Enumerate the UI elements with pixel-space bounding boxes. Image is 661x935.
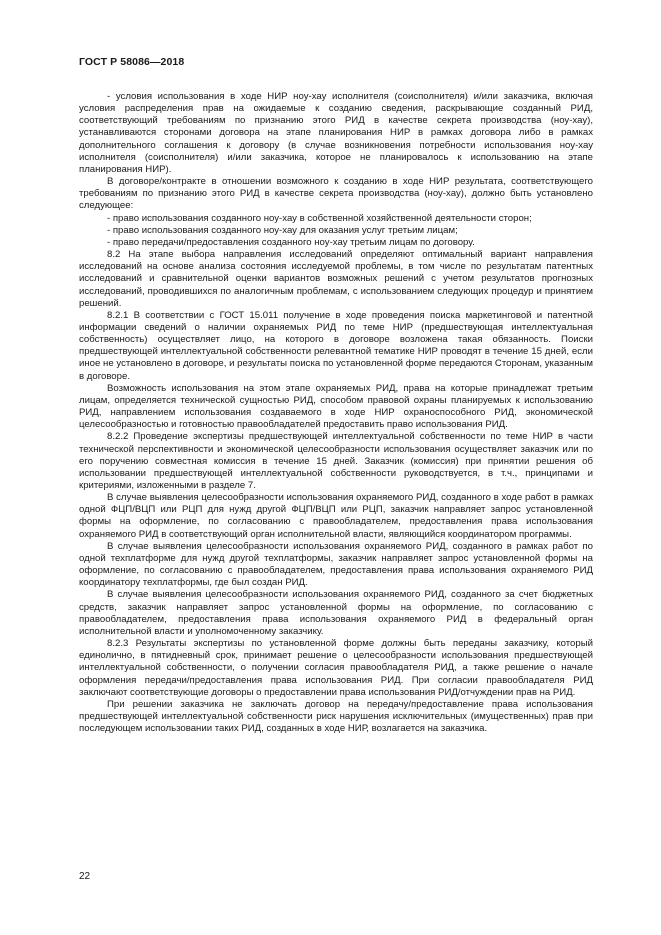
paragraph: В случае выявления целесообразности использования охраняемого РИД, созданного за счет бюджетных средств, заказчик направляет запрос установленной формы на оформление, по согласованию с правообладателем, предоставления права использования охраняемого РИД в федеральный орган исполнительной власти и уполномоченному заказчику. xyxy=(79,589,593,637)
list-item: - право передачи/предоставления созданного ноу-хау третьим лицам по договору. xyxy=(107,236,475,248)
paragraph: 8.2 На этапе выбора направления исследований определяют оптимальный вариант направления исследований на основе анализа состояния исследуемой проблемы, в том числе по результатам патентных исследований и сравнительной оценки вариантов возможных решений с учетом результатов прогнозных исследований, проводившихся по аналогичным проблемам, с использованием следующих процедур и принятием решений. xyxy=(79,249,593,309)
list-item: - право использования созданного ноу-хау в собственной хозяйственной деятельности сторон; xyxy=(107,212,532,224)
paragraph: 8.2.2 Проведение экспертизы предшествующей интеллектуальной собственности по теме НИР в части технической перспективности и экономической целесообразности использования осуществляет заказчик или по его поручению совместная комиссия в течение 15 дней. Заказчик (комиссия) при принятии решения об использовании предшествующей интеллектуальной собственности руководствуется, в т.ч., принципами и критериями, изложенными в разделе 7. xyxy=(79,431,593,491)
paragraph: В договоре/контракте в отношении возможного к созданию в ходе НИР результата, соответствующего требованиям по признанию этого РИД в качестве секрета производства (ноу-хау), должно быть установлено следующее: xyxy=(79,176,593,212)
paragraph: 8.2.1 В соответствии с ГОСТ 15.011 получение в ходе проведения поиска маркетинговой и патентной информации сведений о наличии охраняемых РИД по теме НИР (предшествующая интеллектуальная собственность) осуществляет лицо, на которого в договоре возложена такая обязанность. Поиски предшествующей интеллектуальной собственности релевантной тематике НИР проводят в течение 15 дней, если иное не установлено в договоре, и результаты поиска по установленной форме передаются Сторонам, указанным в договоре. xyxy=(79,309,593,382)
paragraph: 8.2.3 Результаты экспертизы по установленной форме должны быть переданы заказчику, который единолично, в пятидневный срок, принимает решение о целесообразности использования предшествующей интеллектуальной собственности, о получении согласия правообладателя РИД, а также решение о начале оформления передачи/предоставления права использования РИД. При согласии правообладателя РИД заключают соответствующие договоры о предоставлении права использования РИД/отчуждении прав на РИД. xyxy=(79,638,593,698)
page-number: 22 xyxy=(79,871,91,882)
document-header: ГОСТ Р 58086—2018 xyxy=(79,56,185,68)
paragraph: - условия использования в ходе НИР ноу-хау исполнителя (соисполнителя) и/или заказчика, включая условия распределения прав на ожидаемые к созданию сведения, раскрывающие созданный РИД, соответствующий требованиям по признанию этого РИД в качестве секрета производства (ноу-хау), устанавливаются сторонами договора на этапе планирования НИР в рамках договора либо в рамках дополнительного соглашения к договору (в случае возникновения потребности использования ноу-хау исполнителя (соисполнителя) и/или заказчика, которое не планировалось к использованию на этапе планирования НИР). xyxy=(79,91,593,175)
document-body xyxy=(79,91,593,735)
paragraph: В случае выявления целесообразности использования охраняемого РИД, созданного в ходе работ в рамках одной ФЦП/ВЦП или РЦП для нужд другой ФЦП/ВЦП или РЦП, заказчик направляет запрос установленной формы на оформление, по согласованию с правообладателем, предоставления права использования охраняемого РИД в соответствующий орган исполнительной власти, являющийся координатором программы. xyxy=(79,492,593,540)
list-item: - право использования созданного ноу-хау для оказания услуг третьим лицам; xyxy=(107,224,458,236)
paragraph: В случае выявления целесообразности использования охраняемого РИД, созданного в рамках работ по одной техплатформе для нужд другой техплатформы, заказчик направляет запрос установленной формы на оформление, по согласованию с правообладателем, предоставления права использования охраняемого РИД координатору техплатформы, где был создан РИД. xyxy=(79,540,593,589)
paragraph: При решении заказчика не заключать договор на передачу/предоставление права использования предшествующей интеллектуальной собственности риск нарушения исключительных (имущественных) прав при последующем использовании таких РИД, созданных в ходе НИР, возлагается на заказчика. xyxy=(79,698,593,735)
paragraph: Возможность использования на этом этапе охраняемых РИД, права на которые принадлежат третьим лицам, определяется технической сущностью РИД, способом правовой охраны планируемых к использованию РИД, направлением использования создаваемого в ходе НИР охраноспособного РИД, экономической целесообразностью и готовностью правообладателей предоставить право использования РИД. xyxy=(79,382,593,431)
